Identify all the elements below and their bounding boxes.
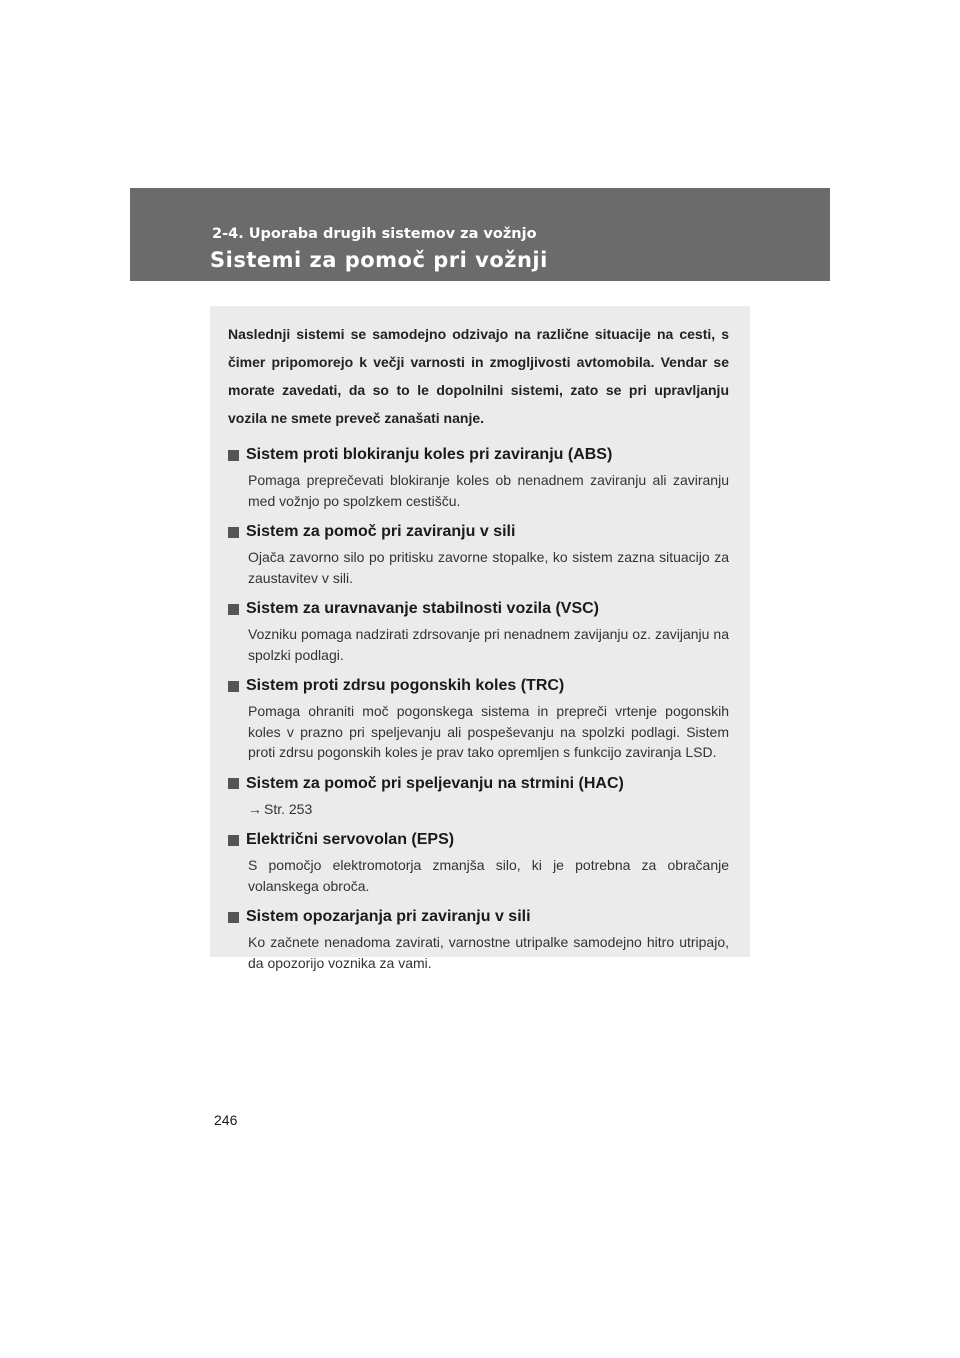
feature-title-text: Sistem za uravnavanje stabilnosti vozila (VSC) [246,600,599,617]
feature-title [228,598,729,620]
content-box [210,306,750,971]
square-bullet-icon [228,527,239,538]
square-bullet-icon [228,681,239,692]
square-bullet-icon [228,778,239,789]
page-reference [248,799,729,820]
feature-title-text: Sistem proti zdrsu pogonskih koles (TRC) [246,677,565,694]
feature-title-text: Električni servovolan (EPS) [246,831,455,848]
feature-brake-assist [228,521,729,588]
feature-title-text: Sistem za pomoč pri zaviranju v sili [246,523,516,540]
feature-title-text: Sistem za pomoč pri speljevanju na strmini (HAC) [246,774,624,792]
feature-desc: S pomočjo elektromotorja zmanjša silo, ki je potrebna za obračanje volanskega obroča. [248,857,729,894]
feature-desc: Ko začnete nenadoma zavirati, varnostne utripalke samodejno hitro utripajo, da opozorijo voznika za vami. [248,934,729,971]
page-number: 246 [214,1112,238,1128]
square-bullet-icon [228,450,239,461]
feature-desc: Vozniku pomaga nadzirati zdrsovanje pri nenadnem zavijanju oz. zavijanju na spolzki podlagi. [248,626,729,663]
feature-title-text: Sistem opozarjanja pri zaviranju v sili [246,908,531,925]
square-bullet-icon [228,604,239,615]
feature-title [228,773,729,795]
feature-desc: Pomaga ohraniti moč pogonskega sistema in prepreči vrtenje pogonskih koles v prazno pri speljevanju ali pospeševanju na spolzki podlagi. Sistem proti zdrsu pogonskih koles je prav tako opremljen s funkcijo zaviranja LSD. [248,703,729,760]
feature-title [228,829,729,851]
square-bullet-icon [228,912,239,923]
feature-title [228,906,729,928]
chapter-header [130,188,830,281]
feature-vsc [228,598,729,665]
feature-emergency-signal [228,906,729,973]
square-bullet-icon [228,835,239,846]
feature-title [228,444,729,466]
page-reference-link[interactable]: Str. 253 [264,800,313,817]
page-title: Sistemi za pomoč pri vožnji [210,248,548,272]
feature-abs [228,444,729,511]
feature-eps [228,829,729,896]
section-label: 2-4. Uporaba drugih sistemov za vožnjo [212,226,537,242]
feature-trc [228,675,729,763]
arrow-right-icon: → [248,800,262,817]
feature-hac [228,773,729,820]
intro-text: Naslednji sistemi se samodejno odzivajo na različne situacije na cesti, s čimer pripomorejo k večji varnosti in zmogljivosti avtomobila. Vendar se morate zavedati, da so to le dopolnilni sistemi, zato se pri upravljanju vozila ne smete preveč zanašati nanje. [228,326,729,426]
feature-desc: Ojača zavorno silo po pritisku zavorne stopalke, ko sistem zazna situacijo za zaustavitev v sili. [248,549,729,586]
feature-desc: Pomaga preprečevati blokiranje koles ob nenadnem zaviranju ali zaviranju med vožnjo po spolzkem cestišču. [248,472,729,509]
feature-title-text: Sistem proti blokiranju koles pri zaviranju (ABS) [246,446,613,463]
feature-title [228,521,729,543]
feature-title [228,675,729,697]
